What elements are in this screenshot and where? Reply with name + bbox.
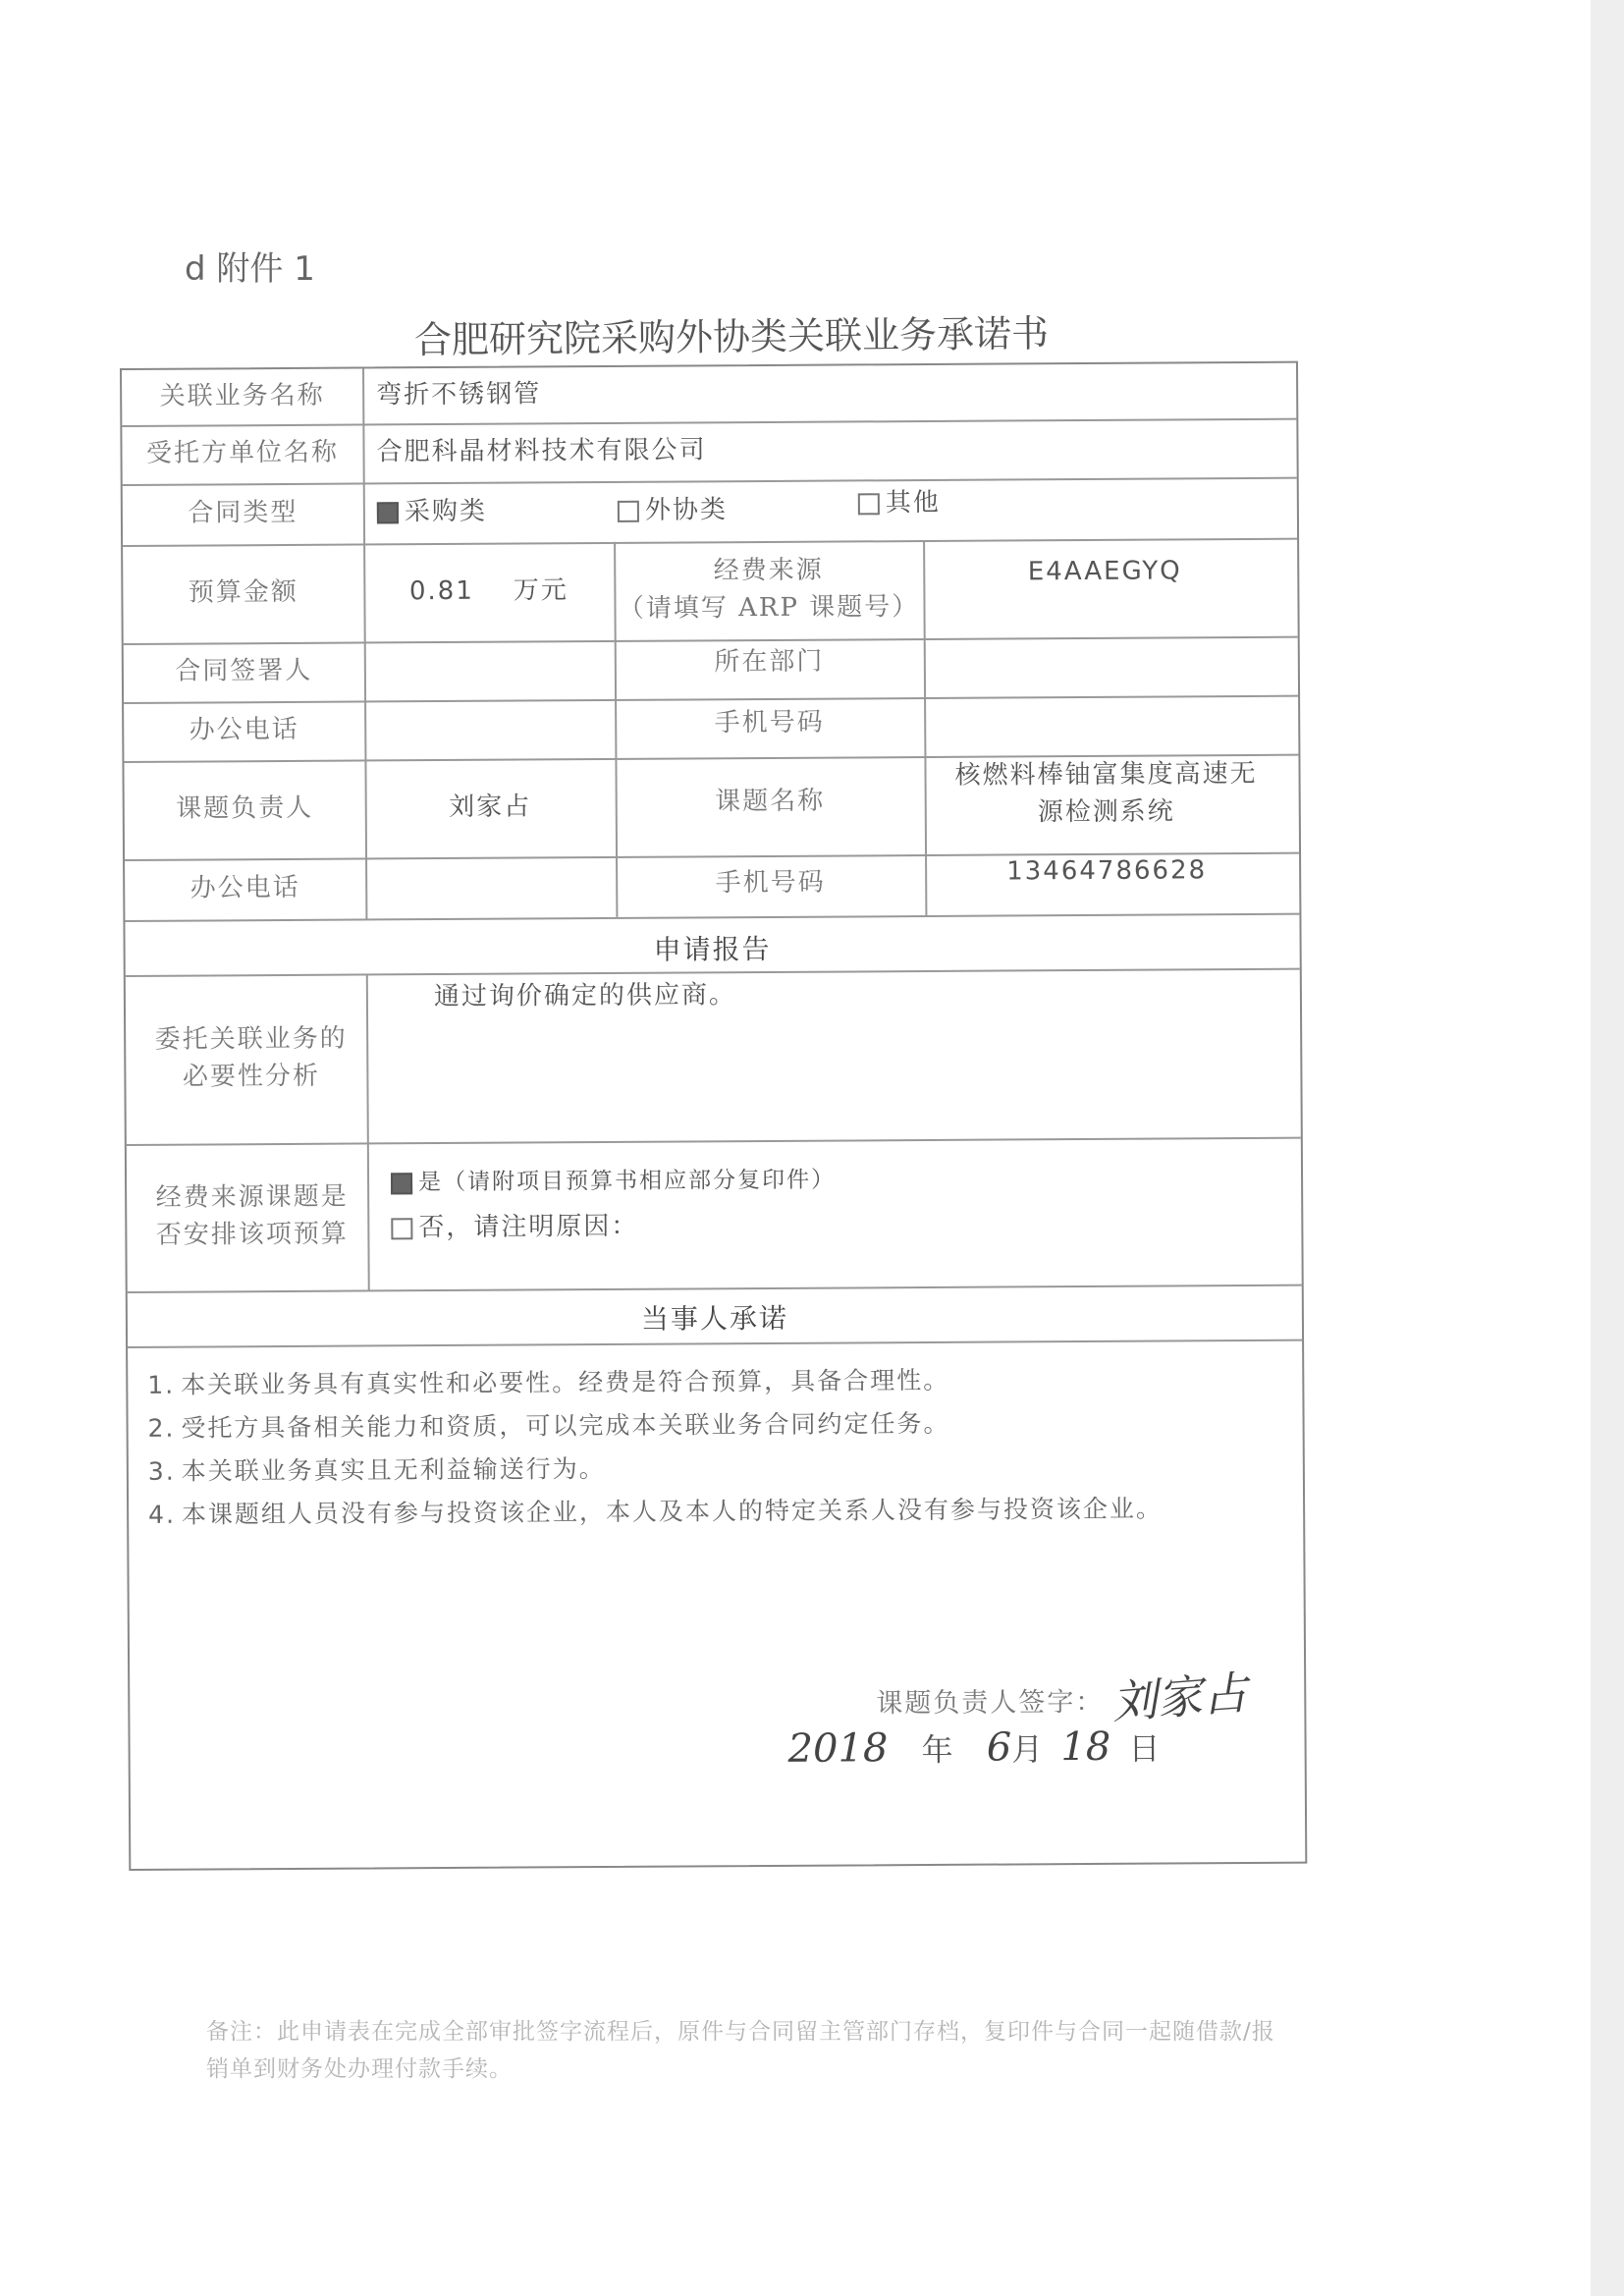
budget-check-no[interactable]: 否，请注明原因： <box>377 1202 1176 1250</box>
dept-label: 所在部门 <box>714 646 825 678</box>
project-name-value: 核燃料棒铀富集度高速无源检测系统 <box>954 759 1258 828</box>
checkbox-empty-icon[interactable] <box>618 501 639 522</box>
handwritten-signature: 刘家占 <box>1110 1666 1250 1729</box>
list-item: 4. 本课题组人员没有参与投资该企业，本人及本人的特定关系人没有参与投资该企业。 <box>148 1494 1164 1529</box>
necessity-value: 通过询价确定的供应商。 <box>433 980 737 1012</box>
signature-date: 2018 年 6月 18 日 <box>787 1723 1161 1772</box>
entrusted-unit-label: 受托方单位名称 <box>145 437 340 468</box>
office-phone-value[interactable] <box>364 699 615 760</box>
contract-type-option-other[interactable]: 其他 <box>844 472 1084 534</box>
budget-amount-cell <box>363 542 615 642</box>
signer-label: 合同签署人 <box>175 655 313 686</box>
business-name-value: 弯折不锈钢管 <box>376 379 542 410</box>
pi-label: 课题负责人 <box>176 793 314 824</box>
checkbox-empty-icon[interactable] <box>391 1218 412 1239</box>
signature-label: 课题负责人签字： <box>876 1686 1105 1720</box>
checkbox-checked-icon[interactable] <box>377 502 399 523</box>
mobile-label: 手机号码 <box>714 707 825 738</box>
fund-source-value: E4AAEGYQ <box>1027 556 1182 587</box>
office-phone-value-2[interactable] <box>365 856 616 919</box>
business-name-label: 关联业务名称 <box>159 380 325 411</box>
scan-edge <box>1591 0 1624 2296</box>
entrusted-unit-value: 合肥科晶材料技术有限公司 <box>376 435 707 467</box>
office-phone-label-2: 办公电话 <box>189 873 300 903</box>
document-title: 合肥研究院采购外协类关联业务承诺书 <box>413 311 1050 362</box>
project-name-label: 课题名称 <box>715 786 826 817</box>
dept-value[interactable] <box>924 630 1287 691</box>
budget-unit: 万元 <box>513 575 568 606</box>
commitment-form <box>120 361 1307 1871</box>
commitment-list <box>147 1357 1283 1537</box>
list-item: 3. 本关联业务真实且无利益输送行为。 <box>147 1453 606 1486</box>
fund-source-label: 经费来源 <box>713 555 824 586</box>
attachment-label: d 附件 1 <box>185 249 315 289</box>
report-heading: 申请报告 <box>653 932 772 966</box>
mobile-value-2: 13464786628 <box>1006 855 1208 887</box>
mobile-label-2: 手机号码 <box>715 867 826 899</box>
contract-type-option-outsourcing[interactable]: 外协类 <box>604 480 843 542</box>
office-phone-label: 办公电话 <box>189 715 299 745</box>
budget-check-label: 经费来源课题是否安排该项预算 <box>155 1181 349 1250</box>
signer-value[interactable] <box>364 640 615 701</box>
commitment-heading: 当事人承诺 <box>640 1301 789 1336</box>
checkbox-empty-icon[interactable] <box>858 493 880 515</box>
pi-value: 刘家占 <box>449 792 532 823</box>
necessity-label: 委托关联业务的必要性分析 <box>154 1023 348 1092</box>
row-divider <box>128 1339 1302 1348</box>
list-item: 2. 受托方具备相关能力和资质，可以完成本关联业务合同约定任务。 <box>147 1408 950 1443</box>
checkbox-checked-icon[interactable] <box>391 1173 412 1194</box>
footnote: 备注：此申请表在完成全部审批签字流程后，原件与合同留主管部门存档，复印件与合同一起随借款/报销单到财务处办理付款手续。 <box>206 2019 1275 2082</box>
budget-amount: 0.81 <box>408 575 474 607</box>
mobile-value[interactable] <box>924 691 1287 752</box>
list-item: 1. 本关联业务具有真实性和必要性。经费是符合预算，具备合理性。 <box>147 1365 950 1399</box>
budget-label: 预算金额 <box>188 577 298 608</box>
contract-type-option-purchase[interactable]: 采购类 <box>363 481 603 543</box>
contract-type-label: 合同类型 <box>188 498 298 528</box>
budget-check-yes[interactable]: 是（请附项目预算书相应部分复印件） <box>377 1157 1176 1205</box>
fund-source-label-cell <box>614 540 924 640</box>
fund-source-hint: （请填写 ARP 课题号） <box>618 592 920 624</box>
